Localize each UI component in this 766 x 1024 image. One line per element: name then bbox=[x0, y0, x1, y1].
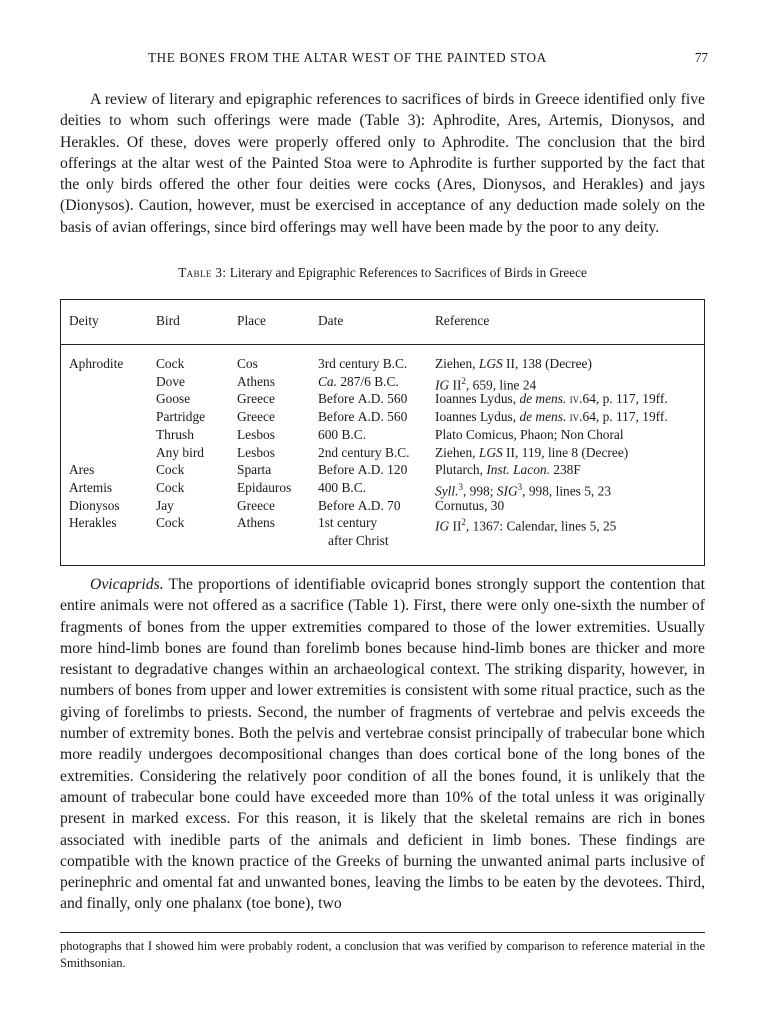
table-cell-ref: Ziehen, LGS II, 138 (Decree) bbox=[435, 356, 592, 371]
table-cell-ref: Ziehen, LGS II, 119, line 8 (Decree) bbox=[435, 444, 629, 460]
table-caption bbox=[60, 265, 705, 281]
table-cell-place: Greece bbox=[237, 497, 275, 513]
table-cell-ref: Plutarch, Inst. Lacon. 238F bbox=[435, 462, 581, 478]
table-caption-label: Table 3: bbox=[178, 265, 227, 280]
header-bird: Bird bbox=[156, 313, 180, 328]
footnote-rule bbox=[60, 932, 705, 933]
table-cell-bird: Any bird bbox=[156, 444, 204, 460]
table-cell-date: 2nd century B.C. bbox=[318, 444, 410, 460]
header-date: Date bbox=[318, 313, 344, 328]
table-cell-place: Greece bbox=[237, 391, 275, 407]
table-cell-ref: IG $II^2$, 659, line 24 bbox=[435, 375, 537, 393]
bird-sacrifice-table bbox=[60, 299, 705, 566]
table-cell-bird: Cock bbox=[156, 356, 185, 371]
table-cell-date: Before A.D. 70 bbox=[318, 497, 401, 513]
running-title: THE BONES FROM THE ALTAR WEST OF THE PAINTED STOA bbox=[148, 50, 547, 65]
table-cell-place: Epidauros bbox=[237, 479, 292, 495]
table-cell-bird: Thrush bbox=[156, 426, 194, 442]
table-cell-ref: Ioannes Lydus, de mens. iv.64, p. 117, 19ff. bbox=[435, 391, 668, 407]
header-reference: Reference bbox=[435, 313, 490, 328]
table-cell-bird: Jay bbox=[156, 497, 174, 513]
table-cell-ref: IG $II^2$, 1367: Calendar, lines 5, 25 bbox=[435, 517, 617, 534]
footnote: photographs that I showed him were probably rodent, a conclusion that was verified by comparison to reference material in the Smithsonian. bbox=[60, 939, 705, 970]
table-cell-bird: Cock bbox=[156, 462, 185, 478]
table-cell-date: Before A.D. 560 bbox=[318, 409, 408, 425]
table-cell-place: Sparta bbox=[237, 462, 272, 478]
table-cell-ref: Ioannes Lydus, de mens. iv.64, p. 117, 19ff. bbox=[435, 409, 668, 425]
table-cell-place: Greece bbox=[237, 409, 275, 425]
table-cell-date: Ca. 287/6 B.C. bbox=[318, 373, 399, 389]
table-cell-date: Before A.D. 560 bbox=[318, 391, 408, 407]
table-cell-bird: Cock bbox=[156, 479, 185, 495]
table-caption-text: Literary and Epigraphic References to Sacrifices of Birds in Greece bbox=[229, 265, 587, 280]
table-cell-ref: Cornutus, 30 bbox=[435, 497, 505, 513]
header-place: Place bbox=[237, 313, 266, 328]
table-cell-deity: Ares bbox=[69, 462, 95, 478]
paragraph-ovicaprids bbox=[60, 574, 705, 915]
table-cell-place: Lesbos bbox=[237, 444, 275, 460]
table-cell-ref: Syll.$^3$, 998; SIG$^3$, 998, lines 5, 23 bbox=[435, 481, 612, 499]
table-cell-deity: Artemis bbox=[69, 479, 113, 495]
table-cell-place: Athens bbox=[237, 373, 275, 389]
table-cell-date: 600 B.C. bbox=[318, 426, 366, 442]
paragraph-bird-offerings: A review of literary and epigraphic references to sacrifices of birds in Greece identified only five deities to whom such offerings were made (Table 3): Aphrodite, Ares, Artemis, Dionysos, and Herakles. Of these, doves were properly offered only to Aphrodite. The conclusion that the bird offerings at the altar west of the Painted Stoa were to Aphrodite is further supported by the fact that the only birds offered the other four deities were cocks (Ares, Dionysos, and Herakles) and jays (Dionysos). Caution, however, must be exercised in acceptance of any deduction made solely on the basis of avian offerings, since bird offerings may well have been made by the poor to any deity. bbox=[60, 91, 705, 236]
paragraph-ovicaprids-body: The proportions of identifiable ovicaprid bones strongly support the contention that entire animals were not offered as a sacrifice (Table 1). First, there were only one-sixth the number of fragments of bones from the upper extremities compared to those of the lower extremities. Usually more hind-limb bones are found than forelimb bones because hind-limb bones are thicker and more resistant to degradative changes within an archaeological context. The striking disparity, however, in numbers of bones from upper and lower extremities is consistent with some ritual practice, such as the giving of forelimbs to priests. Second, the number of fragments of vertebrae and pelvis exceeds the number of extremity bones. Both the pelvis and vertebrae consist principally of trabecular bone which more readily undergoes decompositional changes than does cortical bone of the long bones of the extremities. Considering the relatively poor condition of all the bones found, it is unlikely that the amount of trabecular bone could have exceeded more than 10% of the total unless it was originally present in marked excess. For this reason, it is likely that the skeletal remains are rich in bones associated with inedible parts of the animals and deficient in limb bones. These findings are compatible with the known practice of the Greeks of burning the unwanted animal parts inclusive of perinephric and omental fat and unwanted bones, leaving the limbs to be eaten by the devotees. Third, and finally, only one phalanx (toe bone), two bbox=[60, 576, 705, 913]
paragraph-ovicaprids-lead: Ovicaprids. bbox=[90, 576, 164, 593]
table-cell-date: Before A.D. 120 bbox=[318, 462, 408, 478]
table-cell-bird: Partridge bbox=[156, 409, 206, 425]
table-cell-bird: Dove bbox=[156, 373, 186, 389]
table-cell-place: Cos bbox=[237, 356, 258, 371]
table-cell-bird: Goose bbox=[156, 391, 191, 407]
table-cell-ref: Plato Comicus, Phaon; Non Choral bbox=[435, 426, 624, 442]
table-cell-place: Athens bbox=[237, 515, 275, 531]
table-cell-date: 400 B.C. bbox=[318, 479, 366, 495]
table-cell-bird: Cock bbox=[156, 515, 185, 531]
table-cell-date: 1st century after Christ bbox=[318, 515, 389, 548]
page-number: 77 bbox=[694, 50, 708, 65]
table-cell-date: 3rd century B.C. bbox=[318, 356, 408, 371]
table-header-rule bbox=[61, 344, 704, 345]
table-cell-deity: Aphrodite bbox=[69, 356, 124, 371]
table-cell-deity: Dionysos bbox=[69, 497, 120, 513]
table-cell-deity: Herakles bbox=[69, 515, 117, 531]
header-deity: Deity bbox=[69, 313, 99, 328]
table-cell-place: Lesbos bbox=[237, 426, 275, 442]
